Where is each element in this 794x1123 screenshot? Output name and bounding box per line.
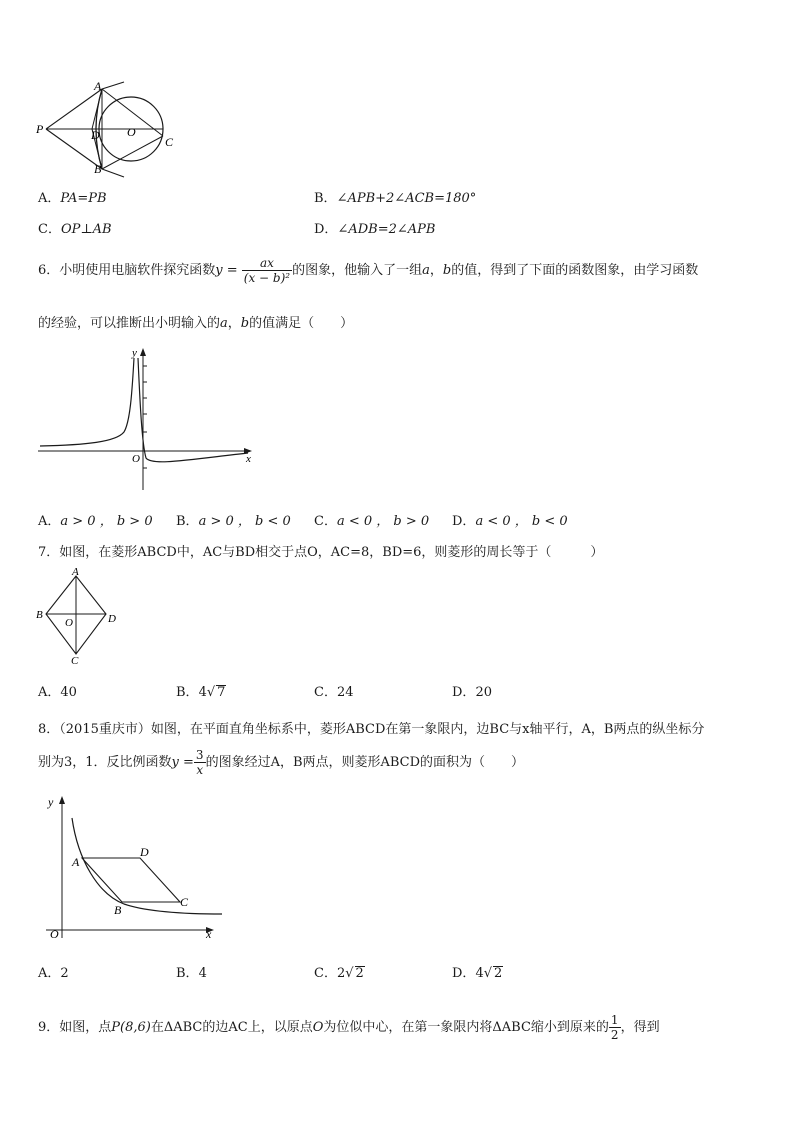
q8-option-d: D．4√ 2 — [452, 966, 503, 981]
q8-label-B: B — [114, 903, 122, 917]
q5-option-b: B．∠APB+2∠ACB=180° — [314, 191, 477, 206]
q8-label-D: D — [140, 845, 149, 859]
label-D: D — [91, 128, 100, 142]
label-P: P — [36, 122, 44, 136]
q7-option-a: A．40 — [38, 685, 77, 700]
sqrt-sign: √ — [206, 685, 216, 700]
q8-option-c: C．2√ 2 — [314, 966, 364, 981]
q8-option-a: A．2 — [38, 966, 69, 981]
q8-line-1: 8．（2015重庆市）如图，在平面直角坐标系中，菱形ABCD在第一象限内，边BC与x轴平行，A，B两点的纵坐标分 — [38, 722, 705, 737]
q8-label-x: x — [206, 927, 212, 941]
q8-fraction: $\frac{3}{x}$ — [195, 748, 204, 777]
q7-option-b: B．4√ 7 — [176, 685, 226, 700]
q7-label-O: O — [65, 617, 73, 629]
q7-label-C: C — [71, 655, 79, 667]
q7-label-D: D — [108, 613, 116, 625]
q9-fraction: $\frac{1}{2}$ — [610, 1013, 619, 1042]
q6-label-x: x — [246, 453, 251, 465]
q8-label-O: O — [50, 927, 59, 941]
q6-line-1: 6．小明使用电脑软件探究函数y = $\frac{ax}{\text{(x − b)²}}$ 的图象，他输入了一组a，b的值，得到了下面的函数图象，由学习函数 — [38, 256, 699, 285]
q6-label-O: O — [132, 453, 140, 465]
label-O: O — [127, 125, 136, 139]
label-B: B — [94, 162, 102, 176]
q6-fraction: $\frac{ax}{\text{(x − b)²}}$ — [243, 256, 291, 285]
q6-option-c: C．a < 0 ， b > 0 — [314, 514, 430, 529]
q7-label-A: A — [72, 566, 79, 578]
q5-figure — [32, 78, 192, 178]
q8-line-2: 别为3，1．反比例函数y = $\frac{3}{x}$ 的图象经过A，B两点，则菱形ABCD的面积为（ ） — [38, 748, 525, 777]
q8-label-y: y — [48, 795, 54, 809]
q6-option-d: D．a < 0 ， b < 0 — [452, 514, 568, 529]
q8-label-C: C — [180, 895, 189, 909]
sqrt-sign: √ — [345, 966, 354, 981]
q7-rhombus-figure — [34, 566, 124, 668]
q7-option-c: C．24 — [314, 685, 354, 700]
q5-option-d: D．∠ADB=2∠APB — [314, 222, 436, 237]
q9-line-1: 9．如图，点P(8,6)在ΔABC的边AC上，以原点O为位似中心，在第一象限内将ΔABC缩小到原来的 $\frac{1}{2}$ ，得到 — [38, 1013, 660, 1042]
q5-option-c: C．OP⊥AB — [38, 222, 112, 237]
q8-label-A: A — [72, 855, 80, 869]
label-C: C — [165, 135, 174, 149]
q8-option-b: B．4 — [176, 966, 207, 981]
q7-option-d: D．20 — [452, 685, 492, 700]
q7-label-B: B — [36, 609, 43, 621]
q6-option-a: A．a > 0 ， b > 0 — [38, 514, 153, 529]
q7-question: 7．如图，在菱形ABCD中，AC与BD相交于点O，AC=8，BD=6，则菱形的周长等于（ ） — [38, 545, 604, 560]
q8-coordinate-figure — [38, 790, 228, 946]
sqrt-sign: √ — [483, 966, 493, 981]
q6-label-y: y — [132, 347, 137, 359]
q6-option-b: B．a > 0 ， b < 0 — [176, 514, 291, 529]
q6-function-graph — [36, 344, 260, 494]
label-A: A — [94, 79, 102, 93]
q5-option-a: A．PA=PB — [38, 191, 107, 206]
q6-line-2: 的经验，可以推断出小明输入的a，b的值满足（ ） — [38, 316, 354, 331]
